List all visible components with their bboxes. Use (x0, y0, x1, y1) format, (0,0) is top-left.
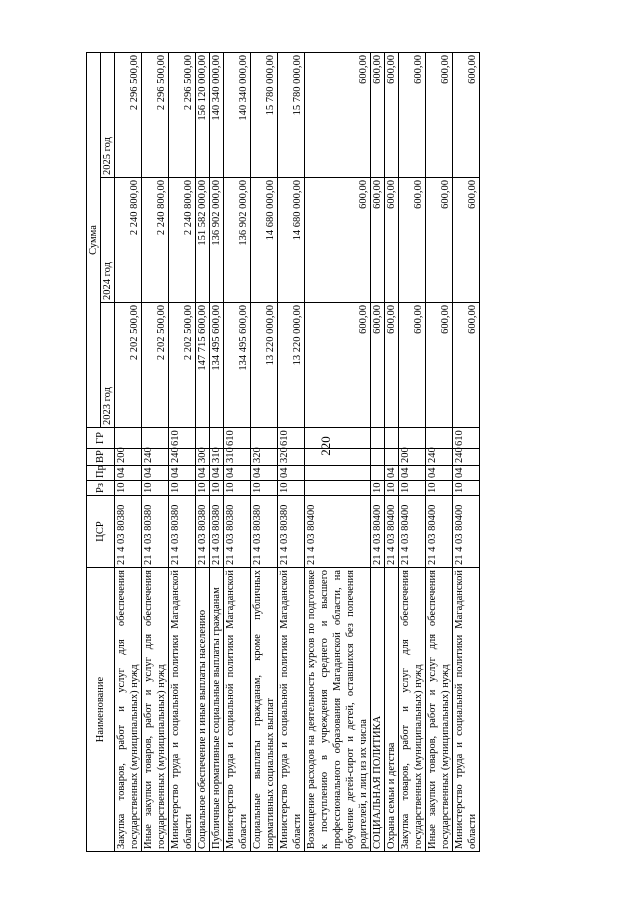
cell-vr: 240 (453, 449, 480, 466)
cell-gr (142, 428, 169, 449)
cell-rz: 10 (142, 481, 169, 496)
cell-2025: 600,00 (426, 53, 453, 178)
cell-2025: 600,00 (399, 53, 426, 178)
cell-pr: 04 (224, 466, 251, 481)
cell-rz: 10 (278, 481, 305, 496)
cell-pr: 04 (169, 466, 196, 481)
cell-vr (385, 449, 399, 466)
cell-2024: 2 240 800,00 (169, 178, 196, 303)
cell-vr: 240 (142, 449, 169, 466)
cell-pr: 04 (210, 466, 224, 481)
cell-name: Социальное обеспечение и иные выплаты населению (196, 568, 210, 852)
cell-rz: 10 (210, 481, 224, 496)
cell-2024: 136 902 000,00 (210, 178, 224, 303)
cell-rz: 10 (371, 481, 385, 496)
cell-rz: 10 (453, 481, 480, 496)
cell-gr (399, 428, 426, 449)
cell-name: СОЦИАЛЬНАЯ ПОЛИТИКА (371, 568, 385, 852)
table-row (385, 53, 399, 852)
page-number: 220 (318, 436, 333, 456)
cell-2025: 15 780 000,00 (278, 53, 305, 178)
cell-pr: 04 (115, 466, 142, 481)
header-rz: Рз (87, 481, 115, 496)
cell-2025: 156 120 000,00 (196, 53, 210, 178)
cell-2024: 600,00 (371, 178, 385, 303)
cell-vr: 320 (278, 449, 305, 466)
table-row (169, 53, 196, 852)
cell-gr (385, 428, 399, 449)
budget-table (86, 52, 480, 852)
header-year-2025: 2025 год (101, 53, 115, 178)
cell-gr (210, 428, 224, 449)
table-body (115, 53, 480, 852)
cell-rz: 10 (169, 481, 196, 496)
cell-name: Министерство труда и социальной политики Магаданской области (169, 568, 196, 852)
cell-vr (305, 449, 371, 466)
cell-2024: 600,00 (453, 178, 480, 303)
cell-2023: 13 220 000,00 (251, 303, 278, 428)
cell-2024: 600,00 (385, 178, 399, 303)
cell-csr: 21 4 03 80400 (385, 496, 399, 568)
cell-2023: 134 495 600,00 (210, 303, 224, 428)
cell-name: Социальные выплаты гражданам, кроме публичных нормативных социальных выплат (251, 568, 278, 852)
cell-2024: 136 902 000,00 (224, 178, 251, 303)
cell-rz: 10 (251, 481, 278, 496)
cell-rz: 10 (224, 481, 251, 496)
cell-csr: 21 4 03 80380 (142, 496, 169, 568)
cell-2023: 600,00 (371, 303, 385, 428)
cell-pr (305, 466, 371, 481)
cell-csr: 21 4 03 80400 (426, 496, 453, 568)
cell-gr (115, 428, 142, 449)
cell-2025: 15 780 000,00 (251, 53, 278, 178)
cell-rz: 10 (196, 481, 210, 496)
table-row (224, 53, 251, 852)
cell-2024: 151 582 000,00 (196, 178, 210, 303)
cell-vr (371, 449, 385, 466)
table-row (251, 53, 278, 852)
cell-2023: 600,00 (426, 303, 453, 428)
header-row-1 (87, 53, 101, 852)
cell-2024: 600,00 (426, 178, 453, 303)
cell-gr: 610 (224, 428, 251, 449)
table-row (399, 53, 426, 852)
cell-name: Закупка товаров, работ и услуг для обеспечения государственных (муниципальных) нужд (399, 568, 426, 852)
cell-2023: 600,00 (385, 303, 399, 428)
cell-2025: 600,00 (453, 53, 480, 178)
table-row (453, 53, 480, 852)
cell-name: Министерство труда и социальной политики Магаданской области (224, 568, 251, 852)
cell-gr: 610 (278, 428, 305, 449)
cell-gr: 610 (453, 428, 480, 449)
table-row (426, 53, 453, 852)
cell-2024: 14 680 000,00 (278, 178, 305, 303)
cell-vr: 310 (224, 449, 251, 466)
cell-pr: 04 (251, 466, 278, 481)
cell-gr (426, 428, 453, 449)
cell-vr: 310 (210, 449, 224, 466)
cell-pr (371, 466, 385, 481)
cell-2024: 600,00 (305, 178, 371, 303)
cell-2023: 2 202 500,00 (142, 303, 169, 428)
cell-gr (305, 428, 371, 449)
cell-2025: 140 340 000,00 (224, 53, 251, 178)
cell-2023: 600,00 (305, 303, 371, 428)
cell-vr: 240 (426, 449, 453, 466)
cell-vr: 200 (115, 449, 142, 466)
cell-rz (305, 481, 371, 496)
cell-gr (196, 428, 210, 449)
cell-2023: 147 715 600,00 (196, 303, 210, 428)
cell-2025: 2 296 500,00 (169, 53, 196, 178)
cell-name: Министерство труда и социальной политики Магаданской области (278, 568, 305, 852)
cell-rz: 10 (399, 481, 426, 496)
table-row (142, 53, 169, 852)
cell-csr: 21 4 03 80380 (278, 496, 305, 568)
budget-table-container (86, 52, 548, 852)
cell-vr: 200 (399, 449, 426, 466)
cell-pr: 04 (385, 466, 399, 481)
table-row (210, 53, 224, 852)
cell-2025: 600,00 (371, 53, 385, 178)
cell-2025: 600,00 (385, 53, 399, 178)
cell-csr: 21 4 03 80380 (196, 496, 210, 568)
cell-pr: 04 (453, 466, 480, 481)
cell-name: Охрана семьи и детства (385, 568, 399, 852)
cell-name: Публичные нормативные социальные выплаты гражданам (210, 568, 224, 852)
cell-2023: 134 495 600,00 (224, 303, 251, 428)
cell-2024: 2 240 800,00 (142, 178, 169, 303)
cell-csr: 21 4 03 80400 (305, 496, 371, 568)
header-sum: Сумма (87, 53, 101, 428)
cell-pr: 04 (278, 466, 305, 481)
table-row (305, 53, 371, 852)
cell-pr: 04 (426, 466, 453, 481)
cell-pr: 04 (399, 466, 426, 481)
cell-2024: 2 240 800,00 (115, 178, 142, 303)
table-row (115, 53, 142, 852)
cell-csr: 21 4 03 80380 (251, 496, 278, 568)
cell-2025: 600,00 (305, 53, 371, 178)
header-year-2023: 2023 год (101, 303, 115, 428)
cell-vr: 240 (169, 449, 196, 466)
cell-csr: 21 4 03 80400 (453, 496, 480, 568)
cell-vr: 300 (196, 449, 210, 466)
cell-2024: 600,00 (399, 178, 426, 303)
cell-rz: 10 (115, 481, 142, 496)
cell-csr: 21 4 03 80380 (210, 496, 224, 568)
cell-pr: 04 (142, 466, 169, 481)
cell-pr: 04 (196, 466, 210, 481)
cell-2023: 2 202 500,00 (115, 303, 142, 428)
cell-2025: 2 296 500,00 (115, 53, 142, 178)
cell-csr: 21 4 03 80380 (224, 496, 251, 568)
cell-2025: 140 340 000,00 (210, 53, 224, 178)
cell-name: Возмещение расходов на деятельность курсов по подготовке к поступлению в учреждения среднего и высшего профессионального образования Магаданской области, на обучение детей-сирот и детей, оставшихся без попечения родителей, и лиц из их числа (305, 568, 371, 852)
cell-csr: 21 4 03 80400 (399, 496, 426, 568)
cell-csr: 21 4 03 80400 (371, 496, 385, 568)
header-csr: ЦСР (87, 496, 115, 568)
cell-2023: 600,00 (399, 303, 426, 428)
cell-name: Министерство труда и социальной политики Магаданской области (453, 568, 480, 852)
cell-name: Закупка товаров, работ и услуг для обеспечения государственных (муниципальных) нужд (115, 568, 142, 852)
cell-gr (371, 428, 385, 449)
cell-gr (251, 428, 278, 449)
cell-name: Иные закупки товаров, работ и услуг для обеспечения государственных (муниципальных) нужд (426, 568, 453, 852)
cell-2023: 13 220 000,00 (278, 303, 305, 428)
header-vr: ВР (87, 449, 115, 466)
cell-2023: 2 202 500,00 (169, 303, 196, 428)
cell-gr: 610 (169, 428, 196, 449)
cell-name: Иные закупки товаров, работ и услуг для обеспечения государственных (муниципальных) нужд (142, 568, 169, 852)
table-row (278, 53, 305, 852)
cell-csr: 21 4 03 80380 (115, 496, 142, 568)
header-gr: ГР (87, 428, 115, 449)
header-name: Наименование (87, 568, 115, 852)
header-year-2024: 2024 год (101, 178, 115, 303)
cell-2024: 14 680 000,00 (251, 178, 278, 303)
cell-csr: 21 4 03 80380 (169, 496, 196, 568)
table-row (196, 53, 210, 852)
cell-2025: 2 296 500,00 (142, 53, 169, 178)
header-pr: Пр (87, 466, 115, 481)
table-row (371, 53, 385, 852)
cell-rz: 10 (385, 481, 399, 496)
cell-2023: 600,00 (453, 303, 480, 428)
cell-vr: 320 (251, 449, 278, 466)
cell-rz: 10 (426, 481, 453, 496)
